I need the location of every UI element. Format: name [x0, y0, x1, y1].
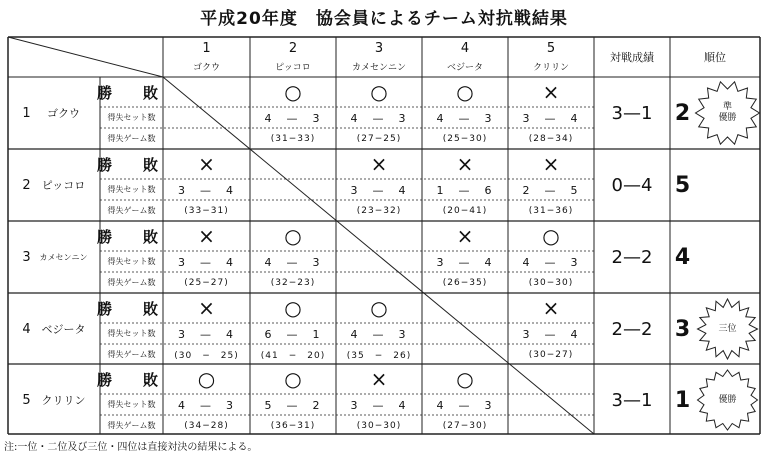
match-set-score: 3 — 4: [178, 255, 235, 269]
row-player-number: 3: [22, 249, 31, 265]
match-game-score: (30−30): [356, 420, 402, 431]
header-player-number: 3: [374, 40, 384, 56]
set-diff-label: 得失セット数: [107, 257, 156, 266]
match-game-score: (28−34): [528, 133, 574, 144]
match-set-score: 4 — 3: [264, 111, 322, 125]
award-badge-label: 優勝: [718, 394, 737, 405]
match-result-mark: ×: [456, 152, 474, 176]
match-result-mark: ○: [284, 224, 302, 248]
match-result-mark: ×: [198, 296, 215, 320]
header-player-number: 2: [288, 40, 298, 56]
win-loss-label: 勝 敗: [97, 299, 167, 318]
match-game-score: (36−31): [270, 420, 316, 431]
match-set-score: 4 — 3: [436, 398, 494, 412]
game-diff-label: 得失ゲーム数: [107, 206, 156, 215]
match-game-score: (34−28): [184, 420, 229, 431]
standing-record: 2—2: [611, 318, 653, 340]
match-result-mark: ×: [456, 224, 474, 248]
match-set-score: 2 — 5: [522, 183, 580, 197]
match-game-score: (26−35): [442, 277, 488, 288]
match-result-mark: ×: [198, 152, 215, 176]
match-game-score: (20−41): [442, 205, 488, 216]
row-player-name: ピッコロ: [41, 179, 86, 192]
match-game-score: (30 − 25): [174, 351, 239, 361]
match-result-mark: ×: [542, 296, 560, 320]
match-game-score: (25−27): [184, 277, 229, 288]
set-diff-label: 得失セット数: [107, 400, 156, 409]
row-player-number: 1: [22, 105, 31, 121]
game-diff-label: 得失ゲーム数: [107, 278, 156, 287]
game-diff-label: 得失ゲーム数: [107, 134, 156, 143]
standing-rank: 1: [674, 387, 691, 413]
header-player-name: ピッコロ: [275, 62, 311, 73]
award-badge-label: 準 優勝: [718, 102, 737, 123]
row-player-number: 4: [22, 321, 31, 337]
match-game-score: (27−30): [442, 420, 488, 431]
match-game-score: (30−27): [528, 349, 574, 360]
match-set-score: 4 — 3: [350, 111, 408, 125]
row-player-name: カメセンニン: [39, 252, 88, 262]
match-game-score: (33−31): [184, 205, 229, 216]
standing-rank: 2: [674, 100, 691, 126]
match-set-score: 3 — 4: [350, 183, 408, 197]
match-set-score: 3 — 4: [522, 327, 580, 341]
match-set-score: 3 — 4: [178, 327, 235, 341]
win-loss-label: 勝 敗: [97, 83, 167, 102]
match-set-score: 3 — 4: [522, 111, 580, 125]
header-player-number: 5: [546, 40, 556, 56]
game-diff-label: 得失ゲーム数: [107, 350, 156, 359]
row-player-number: 2: [22, 177, 31, 193]
match-result-mark: ×: [198, 224, 215, 248]
header-player-name: ゴクウ: [192, 62, 220, 73]
set-diff-label: 得失セット数: [107, 185, 156, 194]
match-result-mark: ○: [284, 367, 302, 391]
match-game-score: (31−33): [270, 133, 316, 144]
match-result-mark: ○: [456, 80, 474, 104]
match-game-score: (41 − 20): [260, 351, 326, 361]
win-loss-label: 勝 敗: [97, 155, 167, 174]
match-result-mark: ○: [456, 367, 474, 391]
match-set-score: 1 — 6: [436, 183, 494, 197]
standing-rank: 5: [674, 172, 691, 198]
header-player-number: 1: [202, 40, 211, 56]
row-player-name: ベジータ: [41, 323, 86, 336]
match-result-mark: ○: [284, 296, 302, 320]
set-diff-label: 得失セット数: [107, 113, 156, 122]
match-result-mark: ×: [370, 152, 388, 176]
match-game-score: (35 − 26): [346, 351, 412, 361]
match-game-score: (25−30): [442, 133, 488, 144]
match-game-score: (23−32): [356, 205, 402, 216]
match-set-score: 5 — 2: [264, 398, 322, 412]
standing-record: 3—1: [611, 102, 653, 124]
win-loss-label: 勝 敗: [97, 370, 167, 389]
match-set-score: 3 — 4: [178, 183, 235, 197]
match-set-score: 6 — 1: [264, 327, 322, 341]
match-set-score: 4 — 3: [350, 327, 408, 341]
win-loss-label: 勝 敗: [97, 227, 167, 246]
award-badge-label: 三位: [718, 323, 737, 334]
match-game-score: (31−36): [528, 205, 574, 216]
corner-diagonal: [8, 37, 163, 77]
row-player-name: クリリン: [41, 394, 86, 407]
page-title: 平成20年度 協会員によるチーム対抗戦結果: [200, 9, 568, 29]
header-player-name: クリリン: [532, 62, 569, 73]
match-game-score: (32−23): [270, 277, 316, 288]
match-result-mark: ○: [197, 367, 216, 391]
match-result-mark: ○: [370, 296, 388, 320]
standing-record: 0—4: [611, 174, 653, 196]
match-set-score: 4 — 3: [522, 255, 580, 269]
standing-rank: 3: [674, 316, 691, 342]
match-game-score: (30−30): [528, 277, 574, 288]
standing-rank: 4: [674, 244, 691, 270]
match-set-score: 3 — 4: [436, 255, 494, 269]
match-result-mark: ×: [542, 152, 560, 176]
match-result-mark: ○: [370, 80, 388, 104]
match-set-score: 4 — 3: [178, 398, 235, 412]
set-diff-label: 得失セット数: [107, 329, 156, 338]
match-game-score: (27−25): [356, 133, 402, 144]
match-set-score: 4 — 3: [436, 111, 494, 125]
header-rank-label: 順位: [704, 51, 726, 64]
header-player-number: 4: [460, 40, 470, 56]
standing-record: 3—1: [611, 389, 653, 411]
game-diff-label: 得失ゲーム数: [107, 421, 156, 430]
header-player-name: ベジータ: [446, 62, 483, 73]
footnote: 注:一位・二位及び三位・四位は直接対決の結果による。: [4, 442, 258, 453]
match-result-mark: ○: [542, 224, 560, 248]
match-result-mark: ×: [370, 367, 388, 391]
standing-record: 2—2: [611, 246, 653, 268]
header-record-label: 対戦成績: [610, 51, 654, 64]
header-player-name: カメセンニン: [351, 62, 406, 73]
row-player-number: 5: [22, 392, 31, 408]
match-result-mark: ○: [284, 80, 302, 104]
match-set-score: 3 — 4: [350, 398, 408, 412]
match-result-mark: ×: [542, 80, 560, 104]
match-set-score: 4 — 3: [264, 255, 322, 269]
row-player-name: ゴクウ: [47, 107, 80, 120]
